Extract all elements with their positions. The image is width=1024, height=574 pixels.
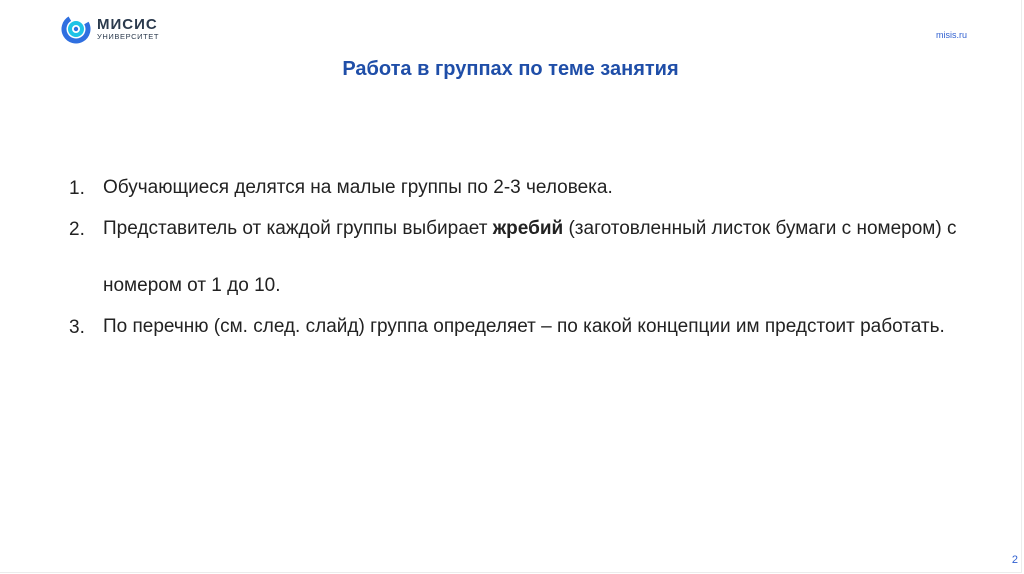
list-number: 3. xyxy=(69,317,85,338)
misis-logo-icon xyxy=(61,14,91,44)
misis-logo xyxy=(61,14,159,44)
logo-subtitle: УНИВЕРСИТЕТ xyxy=(97,32,160,42)
logo-name: МИСИС xyxy=(97,16,158,34)
list-text-part: Представитель от каждой группы выбирает xyxy=(103,218,493,239)
list-number: 1. xyxy=(69,178,85,199)
site-link[interactable]: misis.ru xyxy=(936,30,967,40)
list-text-part: Обучающиеся делятся на малые группы по 2-3 человека. xyxy=(103,177,613,198)
list-number: 2. xyxy=(69,219,85,240)
list-text-bold: жребий xyxy=(492,218,564,239)
list-text-part: (заготовленный листок бумаги с номером) с номером от 1 до 10. xyxy=(103,218,957,296)
numbered-list xyxy=(69,178,969,355)
list-text xyxy=(103,200,969,314)
page-number: 2 xyxy=(1011,554,1018,566)
slide-title: Работа в группах по теме занятия xyxy=(342,58,679,80)
list-text-part: По перечню (см. след. слайд) группа определяет – по какой концепции им предстоит работать. xyxy=(103,316,945,337)
list-item xyxy=(69,317,969,355)
list-text xyxy=(103,298,945,355)
